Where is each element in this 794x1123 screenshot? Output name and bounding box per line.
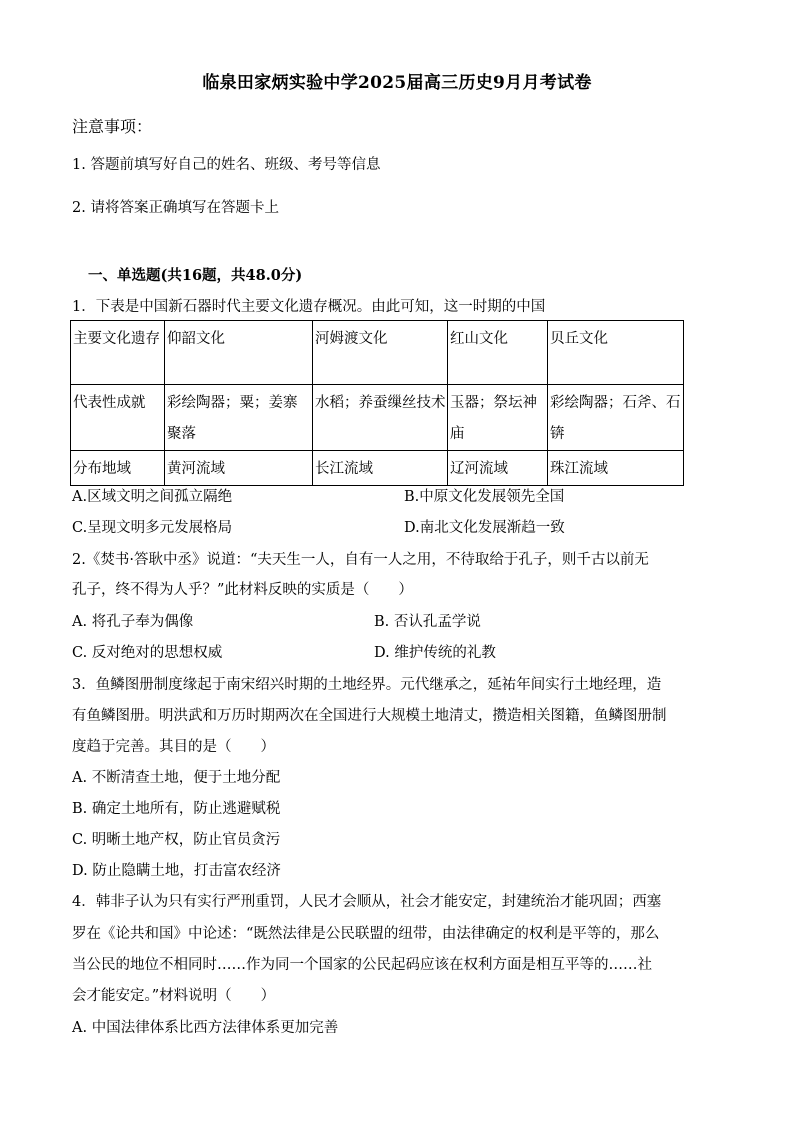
question-4-option-a: A. 中国法律体系比西方法律体系更加完善 xyxy=(72,1020,339,1036)
table-cell: 主要文化遗存 xyxy=(71,321,165,385)
table-row xyxy=(71,385,684,451)
exam-title: 临泉田家炳实验中学2025届高三历史9月月考试卷 xyxy=(202,73,592,93)
notice-item: 1. 答题前填写好自己的姓名、班级、考号等信息 xyxy=(72,157,381,173)
question-3-stem: 有鱼鳞图册。明洪武和万历时期两次在全国进行大规模土地清丈，攒造相关图籍，鱼鳞图册制 xyxy=(72,708,667,724)
notice-item: 2. 请将答案正确填写在答题卡上 xyxy=(72,200,279,216)
question-1-stem: 1．下表是中国新石器时代主要文化遗存概况。由此可知，这一时期的中国 xyxy=(72,299,546,315)
table-cell: 辽河流域 xyxy=(448,451,548,486)
question-2-stem: 2.《焚书·答耿中丞》说道：“夫天生一人，自有一人之用，不待取给于孔子，则千古以前无 xyxy=(72,552,649,568)
table-cell: 珠江流域 xyxy=(548,451,684,486)
table-cell: 黄河流域 xyxy=(165,451,313,486)
question-1-option-c: C.呈现文明多元发展格局 xyxy=(72,520,233,536)
table-cell: 代表性成就 xyxy=(71,385,165,451)
table-row xyxy=(71,321,684,385)
question-2-stem: 孔子，终不得为人乎？”此材料反映的实质是（ ） xyxy=(72,582,413,598)
table-cell: 红山文化 xyxy=(448,321,548,385)
question-4-stem: 罗在《论共和国》中论述：“既然法律是公民联盟的纽带，由法律确定的权利是平等的，那么 xyxy=(72,926,660,942)
question-2-option-b: B. 否认孔孟学说 xyxy=(374,614,481,630)
question-4-stem: 当公民的地位不相同时……作为同一个国家的公民起码应该在权利方面是相互平等的……社 xyxy=(72,957,652,973)
table-cell: 仰韶文化 xyxy=(165,321,313,385)
table-cell: 彩绘陶器；粟；姜寨聚落 xyxy=(165,385,313,451)
question-3-option-b: B. 确定土地所有，防止逃避赋税 xyxy=(72,801,281,817)
culture-table xyxy=(70,320,684,486)
question-3-stem: 3．鱼鳞图册制度缘起于南宋绍兴时期的土地经界。元代继承之，延祐年间实行土地经理，造 xyxy=(72,677,662,693)
table-cell: 河姆渡文化 xyxy=(313,321,448,385)
question-2-option-c: C. 反对绝对的思想权威 xyxy=(72,645,223,661)
question-3-stem: 度趋于完善。其目的是（ ） xyxy=(72,739,275,755)
table-cell: 分布地域 xyxy=(71,451,165,486)
table-cell: 玉器；祭坛神庙 xyxy=(448,385,548,451)
question-3-option-c: C. 明晰土地产权，防止官员贪污 xyxy=(72,832,281,848)
notice-heading: 注意事项： xyxy=(72,117,153,136)
table-cell: 贝丘文化 xyxy=(548,321,684,385)
question-1-option-b: B.中原文化发展领先全国 xyxy=(404,489,565,505)
question-4-stem: 4．韩非子认为只有实行严刑重罚，人民才会顺从，社会才能安定，封建统治才能巩固；西塞 xyxy=(72,894,662,910)
table-cell: 彩绘陶器；石斧、石锛 xyxy=(548,385,684,451)
question-4-stem: 会才能安定。”材料说明（ ） xyxy=(72,988,276,1004)
question-1-option-a: A.区域文明之间孤立隔绝 xyxy=(72,489,233,505)
section-heading: 一、单选题(共16题，共48.0分) xyxy=(88,267,303,284)
question-2-option-d: D. 维护传统的礼教 xyxy=(374,645,496,661)
question-3-option-d: D. 防止隐瞒土地，打击富农经济 xyxy=(72,863,281,879)
table-row xyxy=(71,451,684,486)
question-1-option-d: D.南北文化发展渐趋一致 xyxy=(404,520,565,536)
question-2-option-a: A. 将孔子奉为偶像 xyxy=(72,614,194,630)
question-3-option-a: A. 不断清查土地，便于土地分配 xyxy=(72,770,281,786)
table-cell: 水稻；养蚕缫丝技术 xyxy=(313,385,448,451)
table-cell: 长江流域 xyxy=(313,451,448,486)
